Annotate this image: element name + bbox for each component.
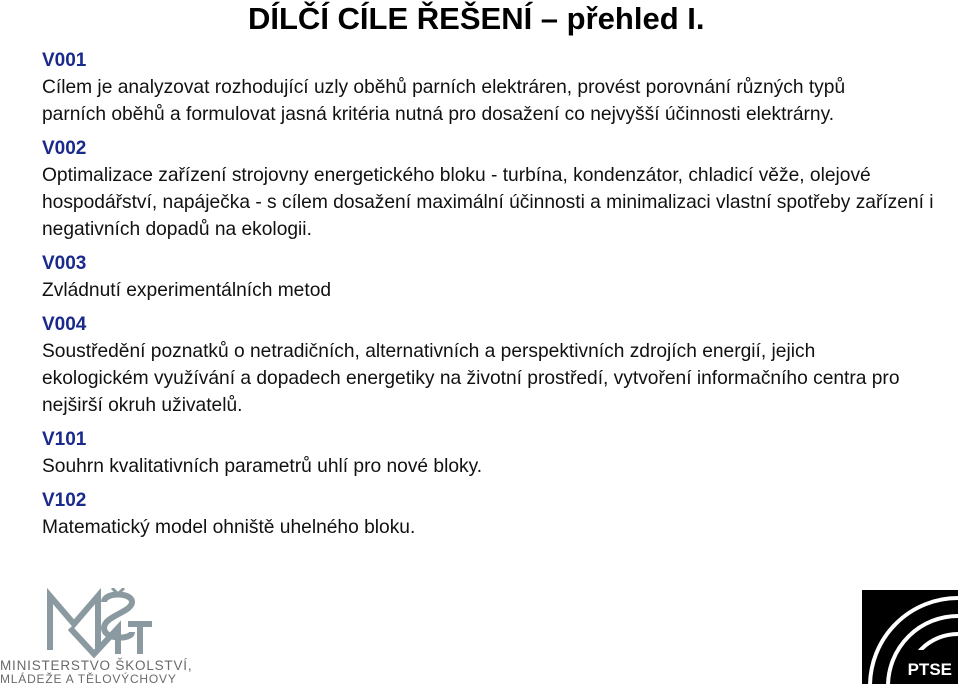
- goal-code: V002: [42, 138, 87, 159]
- goal-code: V003: [42, 253, 87, 274]
- goal-code: V102: [42, 490, 87, 511]
- goal-code: V001: [42, 50, 87, 71]
- goal-v001: [42, 48, 942, 128]
- goal-v101: [42, 427, 942, 480]
- ptse-label: PTSE: [907, 660, 952, 679]
- msmt-logo: [0, 588, 215, 686]
- ptse-logo: [862, 590, 958, 684]
- goal-code: V101: [42, 429, 87, 450]
- goal-v003: [42, 251, 942, 304]
- goal-v102: [42, 488, 942, 541]
- goal-text: Cílem je analyzovat rozhodující uzly oběhů parních elektráren, provést porovnání různých typů parních oběhů a formulovat jasná kritéria nutná pro dosažení co nejvyšší účinnosti elektrárny.: [42, 77, 846, 125]
- msmt-name-line1: MINISTERSTVO ŠKOLSTVÍ,: [0, 658, 193, 673]
- goal-text: Matematický model ohniště uhelného bloku.: [42, 517, 416, 538]
- goal-text: Optimalizace zařízení strojovny energetického bloku - turbína, kondenzátor, chladicí věže, olejové hospodářství, napáječka - s cílem dosažení maximální účinnosti a minimalizaci vlastní spotřeby zařízení i negativních dopadů na ekologii.: [42, 165, 934, 240]
- msmt-name-line2: MLÁDEŽE A TĚLOVÝCHOVY: [0, 672, 177, 686]
- page-title: DÍLČÍ CÍLE ŘEŠENÍ – přehled I.: [248, 1, 705, 36]
- goal-code: V004: [42, 314, 87, 335]
- goal-text: Zvládnutí experimentálních metod: [42, 280, 332, 301]
- goal-text: Souhrn kvalitativních parametrů uhlí pro nové bloky.: [42, 456, 483, 477]
- goal-v002: [42, 136, 942, 243]
- goals-list: [42, 48, 942, 541]
- goal-v004: [42, 312, 942, 419]
- msmt-emblem-icon: [0, 588, 215, 658]
- goal-text: Soustředění poznatků o netradičních, alternativních a perspektivních zdrojích energií, jejich ekologickém využívání a dopadech energetiky na životní prostředí, vytvoření informačního centra pro nejširší okruh uživatelů.: [42, 341, 900, 416]
